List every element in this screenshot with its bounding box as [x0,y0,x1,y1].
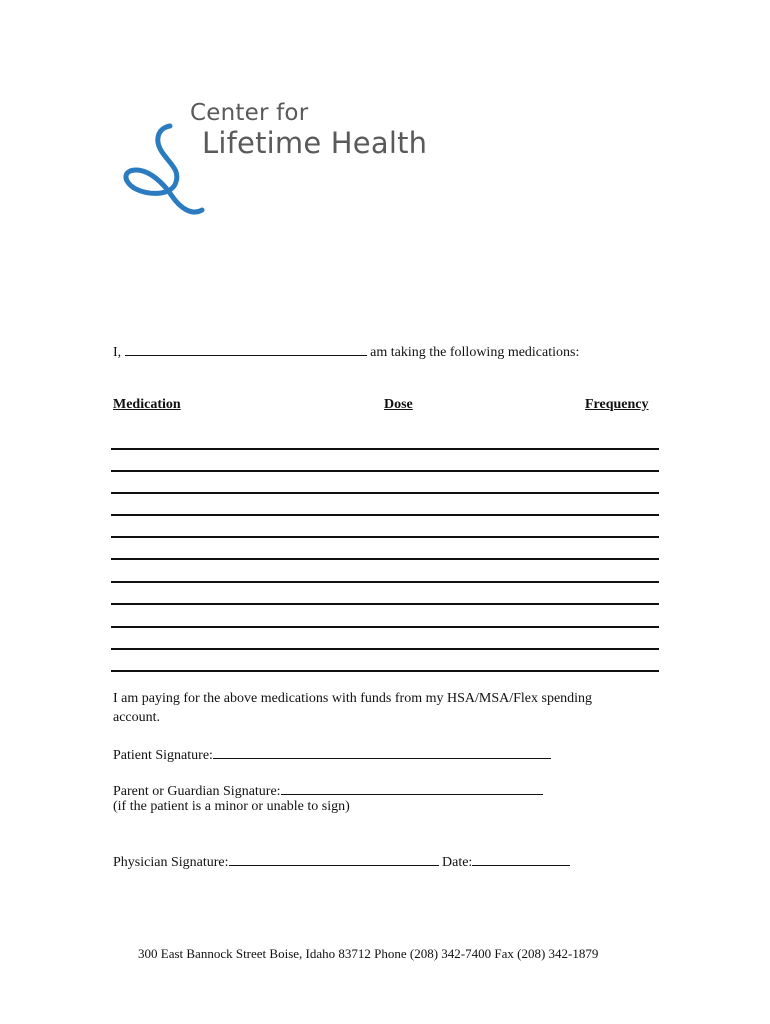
guardian-signature-field[interactable] [281,781,543,795]
medication-column-header: Medication [113,397,181,412]
date-label: Date: [442,855,473,870]
logo-text-line1: Center for [190,100,309,126]
physician-signature-row [113,852,570,871]
patient-signature-field[interactable] [213,745,551,759]
medication-entry-line[interactable] [111,470,659,472]
funding-statement-line2: account. [113,710,161,725]
intro-line [113,342,579,361]
logo-text-line2: Lifetime Health [202,126,428,160]
medication-entry-line[interactable] [111,581,659,583]
intro-prefix: I, [113,345,122,360]
physician-signature-field[interactable] [229,852,439,866]
medication-entry-line[interactable] [111,670,659,672]
date-field[interactable] [472,852,570,866]
guardian-note: (if the patient is a minor or unable to sign) [113,799,350,814]
guardian-signature-row [113,781,543,800]
patient-signature-row [113,745,551,764]
physician-signature-label: Physician Signature: [113,855,229,870]
center-for-lifetime-health-logo [118,100,438,225]
medication-entry-line[interactable] [111,536,659,538]
medication-entry-line[interactable] [111,514,659,516]
patient-signature-label: Patient Signature: [113,748,213,763]
infinity-loop-logo-icon [118,120,208,225]
dose-column-header: Dose [384,397,413,412]
funding-statement-line1: I am paying for the above medications with funds from my HSA/MSA/Flex spending [113,691,593,706]
medication-entry-line[interactable] [111,603,659,605]
patient-name-field[interactable] [125,342,367,356]
guardian-signature-label: Parent or Guardian Signature: [113,784,281,799]
medication-entry-line[interactable] [111,492,659,494]
medication-entry-line[interactable] [111,648,659,650]
intro-suffix: am taking the following medications: [370,345,580,360]
footer-address: 300 East Bannock Street Boise, Idaho 83712 Phone (208) 342-7400 Fax (208) 342-1879 [138,946,599,961]
medication-entry-line[interactable] [111,558,659,560]
medication-entry-line[interactable] [111,626,659,628]
medication-entry-line[interactable] [111,448,659,450]
frequency-column-header: Frequency [585,397,649,412]
